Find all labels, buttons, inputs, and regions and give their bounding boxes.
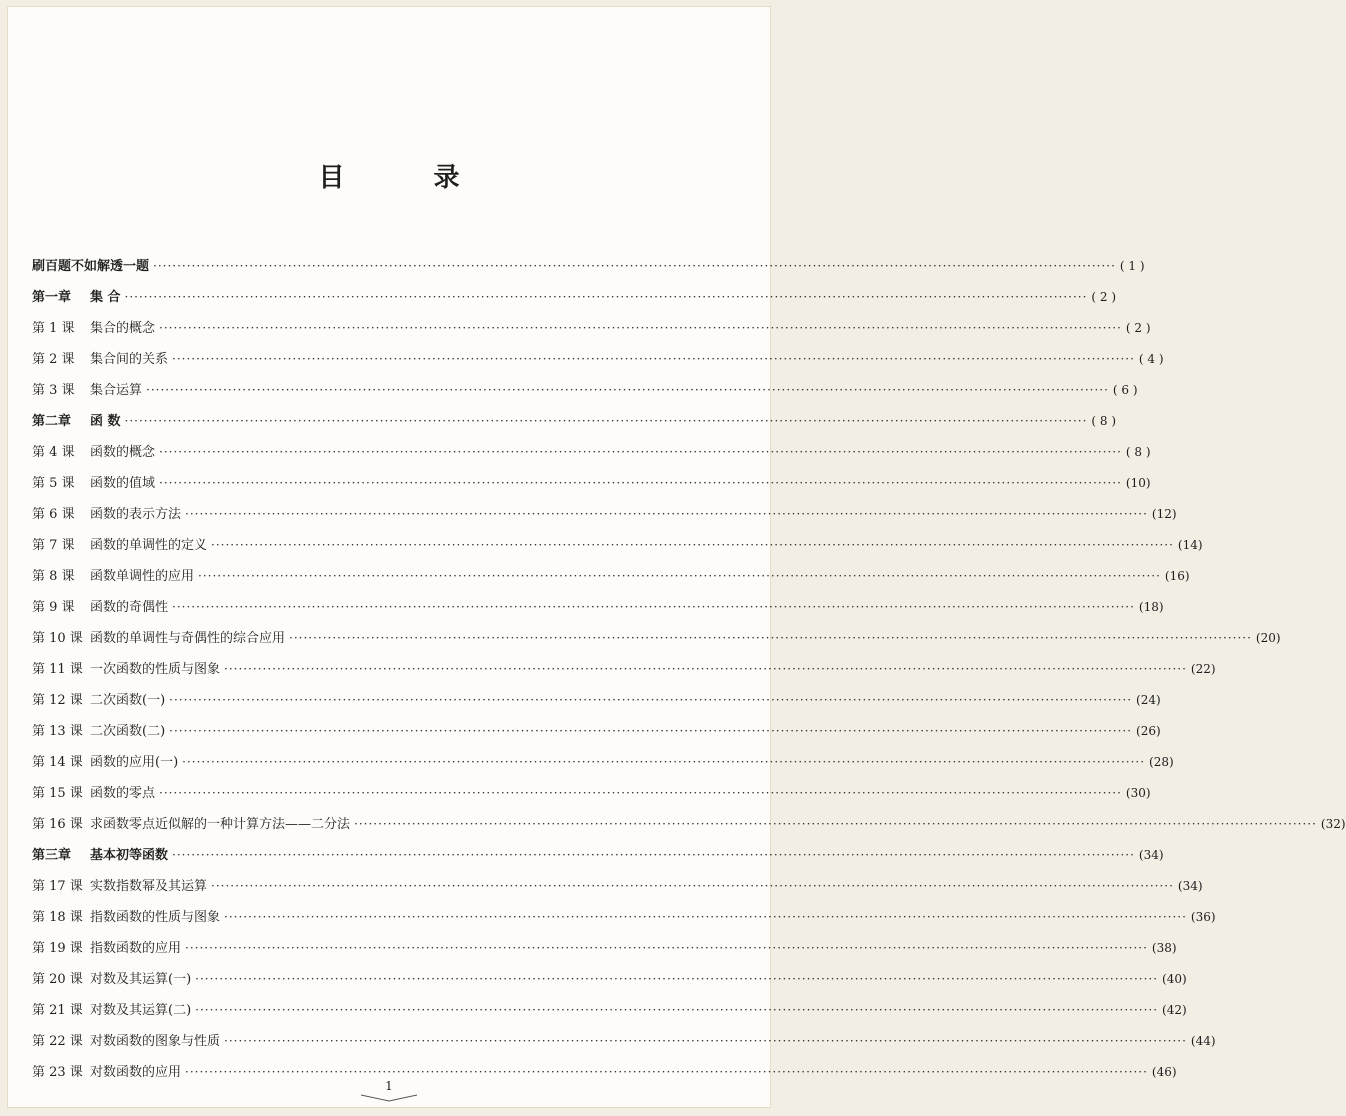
toc-entry-label: [32, 410, 121, 429]
toc-leader-dots: ········································································································································································································: [354, 817, 1317, 831]
toc-lesson-row: [32, 875, 1203, 906]
toc-lesson-row: [32, 937, 1177, 968]
toc-entry-number: 第 7 课: [32, 538, 75, 553]
toc-entry-label: [32, 255, 149, 274]
page-number: 1: [385, 1079, 393, 1093]
toc-lesson-row: [32, 534, 1203, 565]
toc-page-number: ( 1 ): [1119, 259, 1145, 273]
toc-leader-dots: ········································································································································································································: [159, 321, 1122, 335]
toc-leader-dots: ········································································································································································································: [153, 259, 1116, 273]
toc-lesson-row: [32, 1030, 1216, 1061]
toc-entry-number: 第 2 课: [32, 352, 75, 367]
toc-leader-dots: ········································································································································································································: [169, 724, 1133, 738]
toc-page-number: (42): [1162, 1003, 1187, 1017]
toc-entry-title: 函数单调性的应用: [90, 569, 195, 584]
toc-entry-number: 第 20 课: [32, 972, 83, 987]
toc-entry-number: 第三章: [32, 848, 72, 863]
toc-entry-number: 第 14 课: [32, 755, 83, 770]
toc-entry-title: 刷百题不如解透一题: [32, 259, 150, 274]
toc-leader-dots: ········································································································································································································: [124, 414, 1088, 428]
toc-entry-label: [32, 844, 168, 863]
toc-entry-title: 函数的零点: [90, 786, 156, 801]
toc-page-number: (16): [1164, 569, 1190, 583]
toc-entry-number: 第 10 课: [32, 631, 83, 646]
toc-leader-dots: ········································································································································································································: [195, 972, 1159, 986]
toc-leader-dots: ········································································································································································································: [185, 941, 1148, 955]
toc-page-number: (46): [1151, 1065, 1177, 1079]
toc-page-number: ( 6 ): [1112, 383, 1138, 397]
toc-entry-label: [32, 906, 220, 925]
toc-entry-title: 二次函数(一): [90, 693, 166, 708]
toc-leader-dots: ········································································································································································································: [169, 693, 1133, 707]
toc-entry-number: 第 6 课: [32, 507, 75, 522]
toc-entry-title: 函数的表示方法: [90, 507, 182, 522]
toc-lesson-row: [32, 472, 1151, 503]
toc-lesson-row: [32, 782, 1151, 813]
table-of-contents: [32, 255, 1346, 1092]
toc-page-number: (26): [1136, 724, 1161, 738]
toc-entry-number: 第 23 课: [32, 1065, 83, 1080]
toc-entry-label: [32, 1061, 181, 1080]
toc-leader-dots: ········································································································································································································: [185, 1065, 1148, 1079]
toc-entry-number: 第 13 课: [32, 724, 83, 739]
toc-lesson-row: [32, 689, 1161, 720]
toc-lesson-row: [32, 999, 1187, 1030]
toc-entry-title: 一次函数的性质与图象: [90, 662, 221, 677]
toc-entry-number: 第 15 课: [32, 786, 83, 801]
toc-entry-number: 第 5 课: [32, 476, 75, 491]
toc-page-number: ( 8 ): [1091, 414, 1117, 428]
toc-leader-dots: ········································································································································································································: [159, 786, 1122, 800]
toc-entry-title: 函数的奇偶性: [90, 600, 169, 615]
toc-entry-label: [32, 937, 181, 956]
toc-page-number: (28): [1149, 755, 1174, 769]
toc-entry-label: [32, 503, 181, 522]
toc-leader-dots: ········································································································································································································: [224, 662, 1187, 676]
toc-page-number: (38): [1151, 941, 1177, 955]
toc-entry-label: [32, 441, 155, 460]
toc-page-number: (34): [1177, 879, 1203, 893]
toc-page-number: (32): [1320, 817, 1346, 831]
toc-leader-dots: ········································································································································································································: [195, 1003, 1159, 1017]
toc-entry-number: 第 4 课: [32, 445, 75, 460]
toc-page-number: (14): [1177, 538, 1203, 552]
toc-lesson-row: [32, 720, 1161, 751]
toc-page-number: (40): [1162, 972, 1187, 986]
toc-lesson-row: [32, 906, 1216, 937]
toc-entry-label: [32, 472, 155, 491]
toc-leader-dots: ········································································································································································································: [159, 445, 1122, 459]
toc-entry-label: [32, 1030, 220, 1049]
toc-leader-dots: ········································································································································································································: [211, 538, 1174, 552]
toc-page-number: (12): [1151, 507, 1177, 521]
toc-lesson-row: [32, 813, 1346, 844]
toc-entry-number: 第 8 课: [32, 569, 75, 584]
toc-chapter-row: [32, 255, 1145, 286]
toc-chapter-row: [32, 844, 1164, 875]
toc-entry-number: 第 9 课: [32, 600, 75, 615]
toc-entry-title: 指数函数的性质与图象: [90, 910, 221, 925]
toc-lesson-row: [32, 968, 1187, 999]
toc-leader-dots: ········································································································································································································: [224, 1034, 1187, 1048]
toc-lesson-row: [32, 658, 1216, 689]
toc-lesson-row: [32, 596, 1164, 627]
toc-leader-dots: ········································································································································································································: [172, 600, 1135, 614]
toc-lesson-row: [32, 379, 1138, 410]
toc-entry-number: 第 22 课: [32, 1034, 83, 1049]
toc-lesson-row: [32, 348, 1164, 379]
toc-entry-title: 对数及其运算(一): [90, 972, 192, 987]
toc-page-number: (34): [1138, 848, 1164, 862]
toc-page-number: ( 8 ): [1125, 445, 1151, 459]
toc-entry-label: [32, 658, 220, 677]
toc-entry-label: [32, 627, 285, 646]
toc-entry-title: 基本初等函数: [90, 848, 169, 863]
toc-lesson-row: [32, 565, 1190, 596]
toc-leader-dots: ········································································································································································································: [172, 352, 1135, 366]
toc-lesson-row: [32, 751, 1174, 782]
toc-leader-dots: ········································································································································································································: [289, 631, 1252, 645]
toc-entry-label: [32, 689, 165, 708]
toc-entry-label: [32, 348, 168, 367]
toc-entry-label: [32, 379, 142, 398]
toc-entry-title: 函数的值域: [90, 476, 156, 491]
toc-page-number: (24): [1136, 693, 1161, 707]
toc-entry-number: 第 1 课: [32, 321, 75, 336]
toc-entry-number: 第 16 课: [32, 817, 83, 832]
toc-page-number: (22): [1190, 662, 1216, 676]
toc-entry-title: 函数的应用(一): [90, 755, 179, 770]
toc-entry-title: 函 数: [90, 414, 121, 429]
chevron-down-icon: [359, 1093, 419, 1103]
toc-entry-title: 求函数零点近似解的一种计算方法——二分法: [90, 817, 351, 832]
toc-entry-label: [32, 751, 178, 770]
toc-entry-number: 第 21 课: [32, 1003, 83, 1018]
toc-leader-dots: ········································································································································································································: [172, 848, 1135, 862]
toc-lesson-row: [32, 441, 1151, 472]
toc-leader-dots: ········································································································································································································: [185, 507, 1148, 521]
toc-entry-number: 第二章: [32, 414, 72, 429]
toc-entry-number: 第 3 课: [32, 383, 75, 398]
toc-page-number: (30): [1125, 786, 1151, 800]
toc-entry-title: 集合的概念: [90, 321, 156, 336]
toc-leader-dots: ········································································································································································································: [224, 910, 1187, 924]
toc-entry-title: 集合运算: [90, 383, 143, 398]
toc-entry-label: [32, 565, 194, 584]
toc-entry-label: [32, 596, 168, 615]
toc-entry-title: 二次函数(二): [90, 724, 166, 739]
toc-entry-label: [32, 875, 207, 894]
toc-lesson-row: [32, 503, 1177, 534]
toc-entry-title: 集合间的关系: [90, 352, 169, 367]
toc-chapter-row: [32, 410, 1117, 441]
toc-entry-label: [32, 813, 350, 832]
toc-entry-number: 第 17 课: [32, 879, 83, 894]
toc-entry-title: 对数函数的图象与性质: [90, 1034, 221, 1049]
toc-entry-title: 对数及其运算(二): [90, 1003, 192, 1018]
toc-leader-dots: ········································································································································································································: [159, 476, 1122, 490]
toc-page-number: (36): [1190, 910, 1216, 924]
page-title: 目 录: [318, 163, 500, 193]
toc-entry-label: [32, 534, 207, 553]
toc-entry-number: 第一章: [32, 290, 72, 305]
toc-entry-label: [32, 968, 191, 987]
toc-entry-title: 函数的单调性的定义: [90, 538, 208, 553]
toc-page-number: ( 4 ): [1138, 352, 1164, 366]
toc-entry-title: 指数函数的应用: [90, 941, 182, 956]
toc-entry-number: 第 19 课: [32, 941, 83, 956]
toc-page-number: ( 2 ): [1091, 290, 1117, 304]
toc-entry-title: 实数指数幂及其运算: [90, 879, 208, 894]
toc-entry-label: [32, 999, 191, 1018]
page-footer: [8, 1079, 770, 1103]
toc-entry-title: 函数的概念: [90, 445, 156, 460]
toc-leader-dots: ········································································································································································································: [198, 569, 1161, 583]
toc-page-number: (44): [1190, 1034, 1216, 1048]
toc-page-number: (20): [1255, 631, 1281, 645]
toc-entry-number: 第 18 课: [32, 910, 83, 925]
toc-lesson-row: [32, 317, 1151, 348]
toc-leader-dots: ········································································································································································································: [211, 879, 1174, 893]
toc-entry-label: [32, 720, 165, 739]
toc-chapter-row: [32, 286, 1117, 317]
toc-entry-title: 对数函数的应用: [90, 1065, 182, 1080]
toc-leader-dots: ········································································································································································································: [182, 755, 1146, 769]
toc-entry-number: 第 11 课: [32, 662, 83, 677]
toc-lesson-row: [32, 627, 1281, 658]
toc-entry-title: 函数的单调性与奇偶性的综合应用: [90, 631, 286, 646]
toc-leader-dots: ········································································································································································································: [146, 383, 1109, 397]
toc-page-number: ( 2 ): [1125, 321, 1151, 335]
toc-page-number: (10): [1125, 476, 1151, 490]
toc-entry-title: 集 合: [90, 290, 121, 305]
toc-entry-number: 第 12 课: [32, 693, 83, 708]
toc-entry-label: [32, 317, 155, 336]
toc-leader-dots: ········································································································································································································: [124, 290, 1088, 304]
toc-entry-label: [32, 286, 121, 305]
document-page: [7, 6, 1346, 1108]
toc-page-number: (18): [1138, 600, 1164, 614]
toc-entry-label: [32, 782, 155, 801]
